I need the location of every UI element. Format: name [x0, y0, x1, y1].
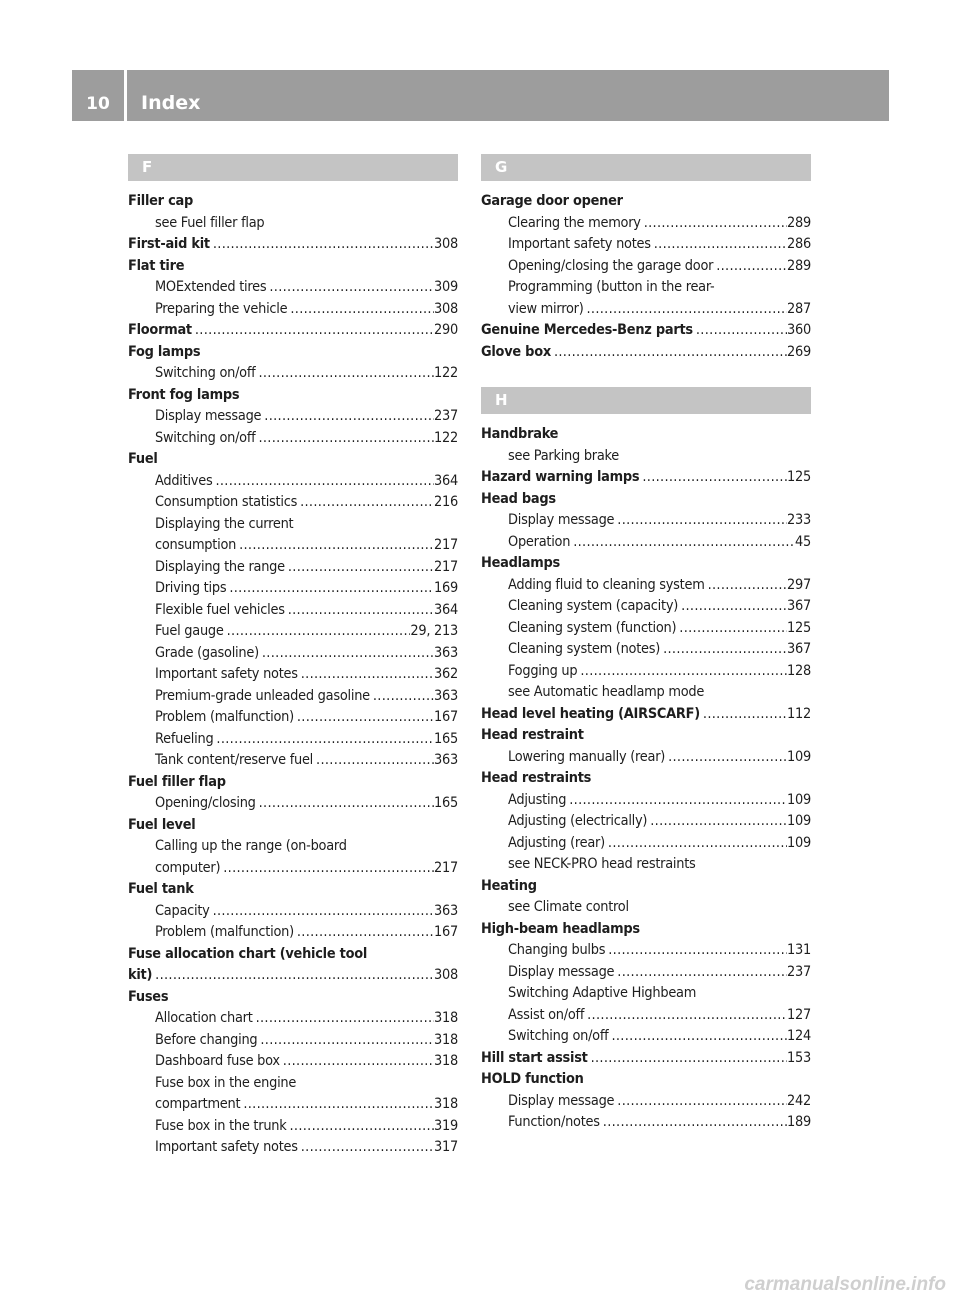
dot-leader — [639, 467, 787, 489]
index-subentry — [128, 858, 458, 880]
entry-text: Premium-grade unleaded gasoline — [155, 687, 370, 704]
dot-leader — [255, 428, 434, 450]
index-section — [481, 154, 811, 363]
dot-leader — [285, 557, 434, 579]
page-reference: 233 — [787, 512, 811, 528]
index-entry — [481, 467, 811, 489]
page-reference: 319 — [434, 1117, 458, 1134]
dot-leader — [255, 363, 434, 385]
dot-leader — [605, 833, 787, 855]
index-subentry — [128, 901, 458, 923]
index-subentry — [128, 557, 458, 579]
page-reference: 237 — [787, 963, 811, 980]
entry-text: Hazard warning lamps — [481, 469, 640, 485]
index-subentry — [481, 532, 811, 554]
index-subentry: Fuse box in the engine — [155, 1074, 297, 1091]
index-subentry — [128, 1137, 458, 1159]
index-entry — [481, 704, 811, 726]
dot-leader — [152, 965, 434, 987]
entry-text: Glove box — [481, 343, 551, 360]
page-reference: 29, 213 — [410, 623, 458, 639]
page-reference: 217 — [434, 558, 458, 575]
dot-leader — [220, 858, 434, 880]
entry-text: Problem (malfunction) — [155, 924, 294, 940]
entry-text: Display message — [508, 963, 615, 980]
dot-leader — [236, 535, 434, 557]
index-entry — [128, 320, 458, 342]
index-subentry — [481, 299, 811, 321]
dot-leader — [641, 213, 787, 235]
section-letter: G — [481, 154, 811, 181]
dot-leader — [257, 1030, 434, 1052]
dot-leader — [298, 1137, 434, 1159]
index-subentry — [128, 1008, 458, 1030]
index-entry: Fuses — [128, 988, 169, 1005]
page-reference: 297 — [787, 576, 811, 593]
dot-leader — [713, 256, 787, 278]
index-subentry — [128, 750, 458, 772]
page-reference: 289 — [787, 257, 811, 274]
index-entry: Fog lamps — [128, 343, 201, 360]
index-subentry — [128, 277, 458, 299]
entry-text: Important safety notes — [155, 666, 298, 682]
entry-text: Assist on/off — [508, 1006, 585, 1023]
index-subentry — [481, 962, 811, 984]
dot-leader — [705, 575, 787, 597]
entry-text: Displaying the range — [155, 558, 285, 575]
entry-text: Switching on/off — [155, 429, 256, 446]
dot-leader — [566, 790, 787, 812]
page-reference: 109 — [787, 791, 811, 808]
entry-text: Important safety notes — [508, 236, 651, 252]
index-subentry — [481, 213, 811, 235]
entry-text: Operation — [508, 533, 571, 550]
page-title: Index — [141, 92, 201, 114]
dot-leader — [693, 320, 787, 342]
entry-text: Capacity — [155, 902, 210, 919]
page-reference: 125 — [787, 469, 811, 485]
dot-leader — [665, 747, 787, 769]
entry-text: Driving tips — [155, 580, 227, 596]
dot-leader — [287, 299, 434, 321]
entry-text: Problem (malfunction) — [155, 709, 294, 725]
entry-text: Dashboard fuse box — [155, 1053, 280, 1069]
index-entry: Headlamps — [481, 555, 561, 571]
index-entry: HOLD function — [481, 1071, 584, 1087]
index-entry: Front fog lamps — [128, 386, 240, 403]
index-subentry — [128, 707, 458, 729]
dot-leader — [298, 664, 434, 686]
dot-leader — [570, 532, 795, 554]
index-subentry — [481, 1091, 811, 1113]
entry-text: Allocation chart — [155, 1010, 253, 1026]
entry-text: Changing bulbs — [508, 942, 606, 958]
index-subentry: Programming (button in the rear- — [508, 279, 715, 295]
entry-text: Switching on/off — [508, 1028, 609, 1044]
dot-leader — [600, 1112, 787, 1134]
index-subentry — [481, 234, 811, 256]
page-reference: 287 — [787, 300, 811, 317]
index-entry — [481, 1048, 811, 1070]
page-reference: 45 — [795, 533, 811, 550]
entry-text: Cleaning system (notes) — [508, 641, 661, 657]
index-entry: High-beam headlamps — [481, 920, 640, 937]
dot-leader — [678, 596, 787, 618]
index-entry — [128, 965, 458, 987]
page-reference: 269 — [787, 343, 811, 360]
entry-text: Display message — [508, 1092, 615, 1109]
index-entry — [481, 342, 811, 364]
index-subentry — [128, 535, 458, 557]
dot-leader — [608, 1026, 787, 1048]
page-reference: 165 — [434, 730, 458, 747]
index-section — [128, 154, 458, 1159]
index-subentry — [481, 1005, 811, 1027]
index-subentry: see Climate control — [508, 899, 629, 915]
entry-text: Flexible fuel vehicles — [155, 601, 285, 618]
index-subentry — [481, 790, 811, 812]
page-reference: 124 — [787, 1028, 811, 1044]
index-subentry — [128, 793, 458, 815]
index-subentry: see Automatic headlamp mode — [508, 684, 705, 700]
index-column-left — [128, 154, 458, 1159]
index-subentry — [128, 299, 458, 321]
page-reference: 189 — [787, 1114, 811, 1130]
dot-leader — [294, 707, 434, 729]
page-reference: 217 — [434, 859, 458, 876]
index-subentry: see Fuel filler flap — [155, 214, 265, 231]
index-subentry — [128, 406, 458, 428]
dot-leader — [287, 1116, 435, 1138]
index-subentry — [481, 575, 811, 597]
index-subentry — [128, 643, 458, 665]
dot-leader — [588, 1048, 787, 1070]
page-reference: 364 — [434, 601, 458, 618]
page-reference: 363 — [434, 644, 458, 661]
index-subentry — [128, 578, 458, 600]
index-subentry — [481, 811, 811, 833]
page-number: 10 — [86, 94, 110, 114]
index-subentry — [128, 492, 458, 514]
dot-leader — [605, 940, 787, 962]
index-entry: Fuse allocation chart (vehicle tool — [128, 945, 368, 962]
index-subentry — [481, 833, 811, 855]
index-entry: Fuel tank — [128, 881, 194, 897]
dot-leader — [294, 922, 434, 944]
index-subentry — [481, 940, 811, 962]
index-subentry — [481, 1112, 811, 1134]
index-subentry — [128, 471, 458, 493]
page-reference: 363 — [434, 687, 458, 704]
page-reference: 153 — [787, 1049, 811, 1066]
page-reference: 122 — [434, 365, 458, 381]
entry-text: Preparing the vehicle — [155, 300, 288, 317]
index-entry: Garage door opener — [481, 193, 623, 209]
index-subentry: see NECK-PRO head restraints — [508, 856, 696, 872]
entry-text: Consumption statistics — [155, 494, 298, 510]
index-subentry — [481, 510, 811, 532]
dot-leader — [224, 621, 411, 643]
entry-text: Display message — [508, 512, 615, 528]
dot-leader — [614, 510, 787, 532]
index-subentry — [481, 661, 811, 683]
index-entry: Fuel — [128, 451, 158, 467]
index-subentry — [481, 596, 811, 618]
dot-leader — [614, 1091, 787, 1113]
index-entry — [128, 234, 458, 256]
dot-leader — [297, 492, 434, 514]
dot-leader — [212, 471, 434, 493]
index-subentry: Displaying the current — [155, 515, 294, 532]
index-subentry: Switching Adaptive Highbeam — [508, 985, 697, 1001]
dot-leader — [584, 1005, 787, 1027]
entry-text: Refueling — [155, 730, 214, 747]
index-subentry — [128, 664, 458, 686]
page-reference: 309 — [434, 279, 458, 295]
page-reference: 308 — [434, 967, 458, 983]
index-subentry — [128, 621, 458, 643]
index-subentry — [481, 256, 811, 278]
index-subentry: Calling up the range (on-board — [155, 838, 347, 854]
entry-text: Tank content/reserve fuel — [155, 752, 314, 768]
index-column-right — [481, 154, 811, 1134]
watermark: carmanualsonline.info — [744, 1274, 946, 1295]
dot-leader — [210, 901, 434, 923]
page-reference: 167 — [434, 924, 458, 940]
dot-leader — [700, 704, 787, 726]
page-reference: 318 — [434, 1031, 458, 1048]
dot-leader — [577, 661, 787, 683]
entry-text: First-aid kit — [128, 236, 210, 252]
page-reference: 237 — [434, 408, 458, 424]
index-subentry — [128, 1116, 458, 1138]
dot-leader — [651, 234, 787, 256]
dot-leader — [285, 600, 434, 622]
index-entry: Heating — [481, 877, 537, 894]
page-header — [72, 70, 889, 121]
index-subentry — [128, 600, 458, 622]
dot-leader — [280, 1051, 434, 1073]
entry-text: Opening/closing — [155, 795, 256, 811]
dot-leader — [676, 618, 787, 640]
entry-text: Cleaning system (capacity) — [508, 598, 679, 614]
index-subentry — [128, 922, 458, 944]
entry-text: Display message — [155, 408, 262, 424]
dot-leader — [313, 750, 434, 772]
index-entry: Flat tire — [128, 257, 185, 274]
page-reference: 109 — [787, 834, 811, 851]
entry-text: kit) — [128, 967, 153, 983]
page-reference: 318 — [434, 1053, 458, 1069]
dot-leader — [614, 962, 787, 984]
index-entry: Head restraint — [481, 727, 584, 743]
entry-text: Additives — [155, 472, 213, 489]
index-entry — [481, 320, 811, 342]
entry-text: Hill start assist — [481, 1049, 588, 1066]
entry-text: Clearing the memory — [508, 214, 641, 231]
page-reference: 363 — [434, 752, 458, 768]
section-letter: F — [128, 154, 458, 181]
index-subentry — [128, 729, 458, 751]
entry-text: Adjusting — [508, 791, 567, 808]
dot-leader — [192, 320, 434, 342]
dot-leader — [213, 729, 434, 751]
entry-text: Important safety notes — [155, 1139, 298, 1155]
index-subentry — [128, 428, 458, 450]
index-entry: Fuel level — [128, 816, 196, 833]
page-reference: 317 — [434, 1139, 458, 1155]
page-reference: 308 — [434, 236, 458, 252]
page-reference: 363 — [434, 902, 458, 919]
entry-text: Before changing — [155, 1031, 258, 1048]
entry-text: Switching on/off — [155, 365, 256, 381]
index-subentry — [481, 639, 811, 661]
page-reference: 109 — [787, 813, 811, 829]
dot-leader — [370, 686, 434, 708]
entry-text: Adding fluid to cleaning system — [508, 576, 705, 593]
dot-leader — [551, 342, 787, 364]
index-subentry — [481, 1026, 811, 1048]
page-reference: 122 — [434, 429, 458, 446]
dot-leader — [266, 277, 434, 299]
entry-text: consumption — [155, 537, 237, 553]
page-reference: 112 — [787, 705, 811, 722]
entry-text: Fuse box in the trunk — [155, 1117, 287, 1134]
index-entry: Head bags — [481, 490, 556, 507]
dot-leader — [660, 639, 787, 661]
page-reference: 217 — [434, 537, 458, 553]
entry-text: compartment — [155, 1096, 241, 1112]
page-reference: 109 — [787, 748, 811, 765]
page-reference: 165 — [434, 795, 458, 811]
dot-leader — [261, 406, 434, 428]
entry-text: view mirror) — [508, 300, 584, 317]
page-reference: 318 — [434, 1096, 458, 1112]
page-reference: 167 — [434, 709, 458, 725]
index-subentry — [481, 747, 811, 769]
page-reference: 290 — [434, 322, 458, 338]
section-letter: H — [481, 387, 811, 414]
page-reference: 367 — [787, 598, 811, 614]
entry-text: Function/notes — [508, 1114, 600, 1130]
page-reference: 125 — [787, 619, 811, 636]
entry-text: Fogging up — [508, 662, 578, 679]
index-subentry — [128, 363, 458, 385]
entry-text: computer) — [155, 859, 221, 876]
index-entry: Head restraints — [481, 770, 592, 786]
entry-text: Fuel gauge — [155, 623, 224, 639]
entry-text: Opening/closing the garage door — [508, 257, 714, 274]
page-reference: 169 — [434, 580, 458, 596]
index-subentry — [128, 1094, 458, 1116]
entry-text: Adjusting (rear) — [508, 834, 605, 851]
dot-leader — [256, 793, 434, 815]
page-reference: 360 — [787, 322, 811, 338]
dot-leader — [253, 1008, 434, 1030]
page-reference: 286 — [787, 236, 811, 252]
index-entry: Fuel filler flap — [128, 773, 226, 790]
entry-text: Cleaning system (function) — [508, 619, 677, 636]
entry-text: Grade (gasoline) — [155, 644, 259, 661]
index-subentry — [128, 1030, 458, 1052]
index-subentry: see Parking brake — [508, 447, 620, 464]
entry-text: Adjusting (electrically) — [508, 813, 648, 829]
page-reference: 242 — [787, 1092, 811, 1109]
index-subentry — [128, 1051, 458, 1073]
entry-text: Head level heating (AIRSCARF) — [481, 705, 700, 722]
page-reference: 308 — [434, 300, 458, 317]
page-reference: 364 — [434, 472, 458, 489]
entry-text: Floormat — [128, 322, 192, 338]
dot-leader — [240, 1094, 434, 1116]
entry-text: MOExtended tires — [155, 279, 267, 295]
dot-leader — [647, 811, 787, 833]
index-subentry — [128, 686, 458, 708]
index-subentry — [481, 618, 811, 640]
index-entry: Handbrake — [481, 426, 559, 442]
index-section — [481, 387, 811, 1134]
page-reference: 131 — [787, 942, 811, 958]
page-reference: 318 — [434, 1010, 458, 1026]
page-reference: 127 — [787, 1006, 811, 1023]
dot-leader — [226, 578, 434, 600]
page-reference: 289 — [787, 214, 811, 231]
dot-leader — [210, 234, 434, 256]
entry-text: Lowering manually (rear) — [508, 748, 666, 765]
entry-text: Genuine Mercedes-Benz parts — [481, 322, 693, 338]
dot-leader — [584, 299, 788, 321]
index-entry: Filler cap — [128, 193, 193, 209]
page-reference: 128 — [787, 662, 811, 679]
page-reference: 362 — [434, 666, 458, 682]
page-reference: 367 — [787, 641, 811, 657]
header-divider — [124, 70, 127, 121]
dot-leader — [259, 643, 434, 665]
page-reference: 216 — [434, 494, 458, 510]
